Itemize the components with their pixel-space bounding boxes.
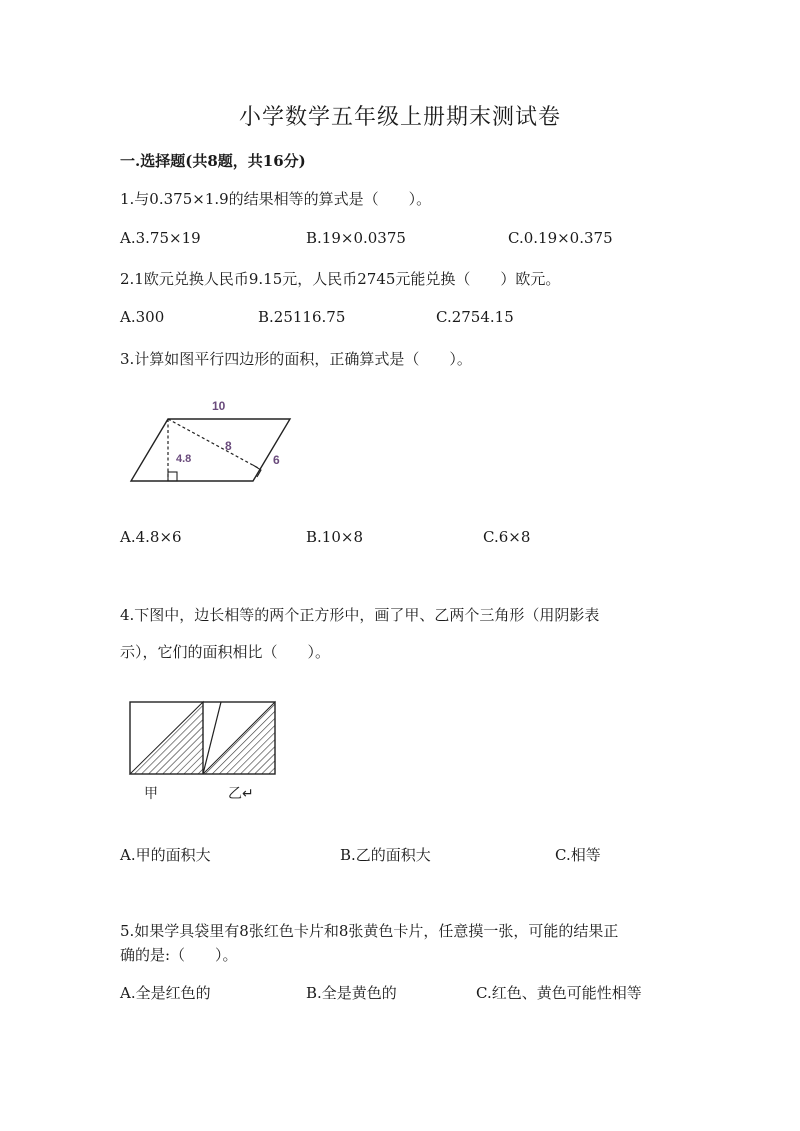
label-yi: 乙↵: [228, 785, 254, 801]
question-5-text-line-1: 5.如果学具袋里有8张红色卡片和8张黄色卡片，任意摸一张，可能的结果正: [120, 922, 619, 940]
question-1-text: 1.与0.375×1.9的结果相等的算式是（ ）。: [120, 190, 432, 208]
squares-triangles-figure: [120, 696, 290, 806]
question-4-option-a[interactable]: A.甲的面积大: [120, 846, 211, 864]
right-angle-mark-bottom: [168, 472, 177, 481]
page-title: 小学数学五年级上册期末测试卷: [238, 105, 561, 130]
top-length-label: 10: [212, 399, 226, 413]
question-5-option-b[interactable]: B.全是黄色的: [306, 984, 397, 1002]
question-1-option-a[interactable]: A.3.75×19: [120, 229, 201, 247]
section-heading: 一.选择题(共8题，共16分): [120, 152, 306, 170]
diagonal-height-label: 8: [225, 439, 232, 453]
question-5-option-c[interactable]: C.红色、黄色可能性相等: [476, 984, 642, 1002]
question-1-option-b[interactable]: B.19×0.0375: [306, 229, 406, 247]
label-jia: 甲: [144, 785, 158, 801]
question-3-text: 3.计算如图平行四边形的面积，正确算式是（ ）。: [120, 350, 472, 368]
side-length-label: 6: [273, 453, 280, 467]
question-2-option-b[interactable]: B.25116.75: [258, 308, 346, 326]
triangle-jia-shaded: [130, 702, 203, 774]
question-2-option-a[interactable]: A.300: [120, 308, 165, 326]
question-1-option-c[interactable]: C.0.19×0.375: [508, 229, 613, 247]
triangle-yi-shaded: [203, 702, 275, 774]
question-4-text-line-2: 示），它们的面积相比（ ）。: [120, 643, 331, 661]
question-5-option-a[interactable]: A.全是红色的: [120, 984, 211, 1002]
question-5-text-line-2: 确的是:（ ）。: [120, 946, 238, 964]
question-2-text: 2.1欧元兑换人民币9.15元，人民币2745元能兑换（ ）欧元。: [120, 270, 561, 288]
question-4-text-line-1: 4.下图中，边长相等的两个正方形中，画了甲、乙两个三角形（用阴影表: [120, 606, 600, 624]
parallelogram-shape: [131, 419, 290, 481]
question-4-option-b[interactable]: B.乙的面积大: [340, 846, 431, 864]
vertical-height-label: 4.8: [176, 453, 192, 465]
question-2-option-c[interactable]: C.2754.15: [436, 308, 514, 326]
question-3-option-a[interactable]: A.4.8×6: [120, 528, 182, 546]
question-3-option-b[interactable]: B.10×8: [306, 528, 363, 546]
question-3-option-c[interactable]: C.6×8: [483, 528, 531, 546]
parallelogram-figure: [120, 392, 310, 492]
question-4-option-c[interactable]: C.相等: [555, 846, 601, 864]
